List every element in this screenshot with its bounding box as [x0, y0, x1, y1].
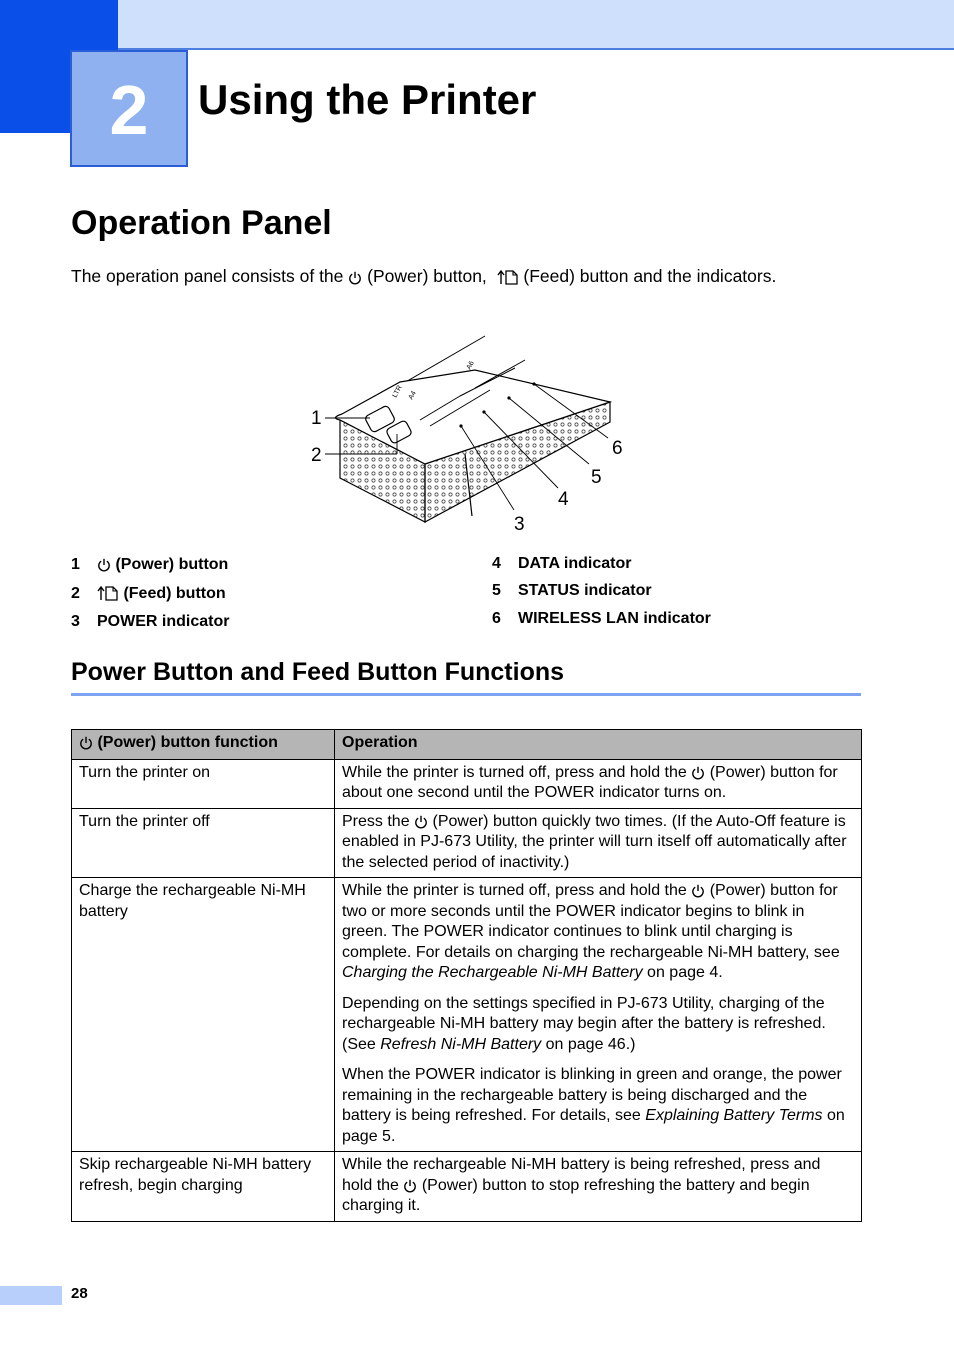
operation-text: (Power) button to stop refreshing the battery and begin charging it. — [342, 1176, 810, 1214]
header-function-label: (Power) button function — [97, 734, 278, 751]
a6-mark: A6 — [465, 360, 476, 371]
power-icon — [403, 1179, 417, 1193]
operation-text: While the printer is turned off, press and hold the — [342, 882, 687, 899]
operation-text: (Power) button quickly two times. (If the Auto-Off feature is enabled in PJ-673 Utility, the printer will turn itself off automatically after the selected period of inactivity.) — [342, 812, 847, 871]
power-icon — [691, 766, 705, 780]
operation-text: While the printer is turned off, press and hold the — [342, 763, 687, 781]
legend-item-1 — [71, 556, 228, 574]
cross-reference: Explaining Battery Terms — [645, 1107, 823, 1124]
legend-item-3 — [71, 613, 229, 631]
legend-label: (Feed) button — [123, 585, 226, 602]
operation-text: Press the — [342, 812, 410, 830]
table-header-function — [72, 730, 335, 760]
operation-cell — [335, 1152, 862, 1222]
operation-text: While the rechargeable Ni-MH battery is being refreshed, press and hold the — [342, 1156, 821, 1194]
callout-2: 2 — [311, 445, 322, 466]
legend-label: WIRELESS LAN indicator — [518, 610, 711, 627]
chapter-number: 2 — [109, 71, 149, 149]
operation-text: (Power) button for two or more seconds until the POWER indicator begins to blink in green. The POWER indicator continues to blink until charging is complete. For details on charging the rechargeable Ni-MH battery, see — [342, 882, 840, 961]
subsection-title: Power Button and Feed Button Functions — [71, 658, 565, 686]
power-icon — [691, 884, 705, 898]
legend-item-2 — [71, 585, 226, 603]
table-row — [72, 878, 862, 1152]
function-cell: Turn the printer off — [72, 808, 335, 878]
intro-paragraph — [71, 266, 776, 287]
a4-mark: A4 — [407, 390, 418, 401]
callout-1: 1 — [311, 408, 322, 429]
legend-number: 2 — [71, 585, 80, 602]
legend-number: 4 — [492, 555, 501, 572]
cross-reference: Charging the Rechargeable Ni-MH Battery — [342, 964, 643, 981]
operation-text: on page 46.) — [545, 1035, 636, 1053]
operation-text: When the POWER indicator is blinking in green and orange, the power remaining in the rechargeable battery is being discharged and the battery is being refreshed. For details, see — [342, 1066, 842, 1124]
table-header-row — [72, 730, 862, 760]
operation-text: (Power) button for about one second until the POWER indicator turns on. — [342, 763, 838, 801]
section-title: Operation Panel — [71, 204, 332, 242]
cross-reference: Refresh Ni-MH Battery — [380, 1035, 542, 1053]
operation-cell — [335, 808, 862, 878]
legend-number: 3 — [71, 613, 80, 630]
power-icon — [348, 271, 362, 285]
operation-paragraph — [342, 994, 854, 1056]
power-icon — [414, 815, 428, 829]
table-row — [72, 759, 862, 808]
feed-icon — [97, 586, 119, 601]
legend-label: STATUS indicator — [518, 582, 652, 599]
legend-item-5 — [492, 582, 652, 600]
subsection-rule — [71, 693, 861, 696]
operation-text: on page 4. — [647, 964, 723, 981]
function-cell: Charge the rechargeable Ni-MH battery — [72, 878, 335, 1152]
page-number: 28 — [71, 1285, 88, 1302]
callout-4: 4 — [558, 489, 569, 510]
operation-paragraph — [342, 881, 854, 984]
callout-3: 3 — [514, 514, 525, 535]
intro-feed-text: (Feed) button and the indicators. — [523, 266, 777, 286]
button-functions-table — [71, 729, 862, 1222]
table-row — [72, 1152, 862, 1222]
intro-power-text: (Power) button, — [367, 266, 487, 286]
printer-illustration — [300, 330, 660, 545]
legend-label: DATA indicator — [518, 555, 632, 572]
legend-number: 1 — [71, 556, 80, 573]
operation-text: on page 5. — [342, 1107, 845, 1145]
feed-icon — [497, 270, 519, 285]
chapter-title: Using the Printer — [198, 76, 537, 123]
operation-paragraph — [342, 1065, 854, 1147]
callout-5: 5 — [591, 467, 602, 488]
legend-label: (Power) button — [115, 556, 229, 573]
header-band — [0, 0, 954, 50]
legend-item-6 — [492, 610, 711, 628]
operation-cell — [335, 878, 862, 1152]
legend-number: 6 — [492, 610, 501, 627]
power-icon — [79, 736, 93, 750]
operation-text: Depending on the settings specified in PJ-673 Utility, charging of the rechargeable Ni-MH battery may begin after the battery is refreshed. (See — [342, 994, 826, 1053]
callout-6: 6 — [612, 438, 623, 459]
legend-number: 5 — [492, 582, 501, 599]
table-header-operation: Operation — [335, 730, 862, 760]
power-icon — [97, 558, 111, 572]
table-row — [72, 808, 862, 878]
footer-band — [0, 1286, 62, 1305]
function-cell: Turn the printer on — [72, 759, 335, 808]
intro-text: The operation panel consists of the — [71, 266, 344, 286]
legend-item-4 — [492, 555, 631, 573]
function-cell: Skip rechargeable Ni-MH battery refresh, begin charging — [72, 1152, 335, 1222]
ltr-mark: LTR — [391, 384, 404, 399]
operation-cell — [335, 759, 862, 808]
legend-label: POWER indicator — [97, 613, 230, 630]
chapter-number-box — [70, 50, 188, 167]
